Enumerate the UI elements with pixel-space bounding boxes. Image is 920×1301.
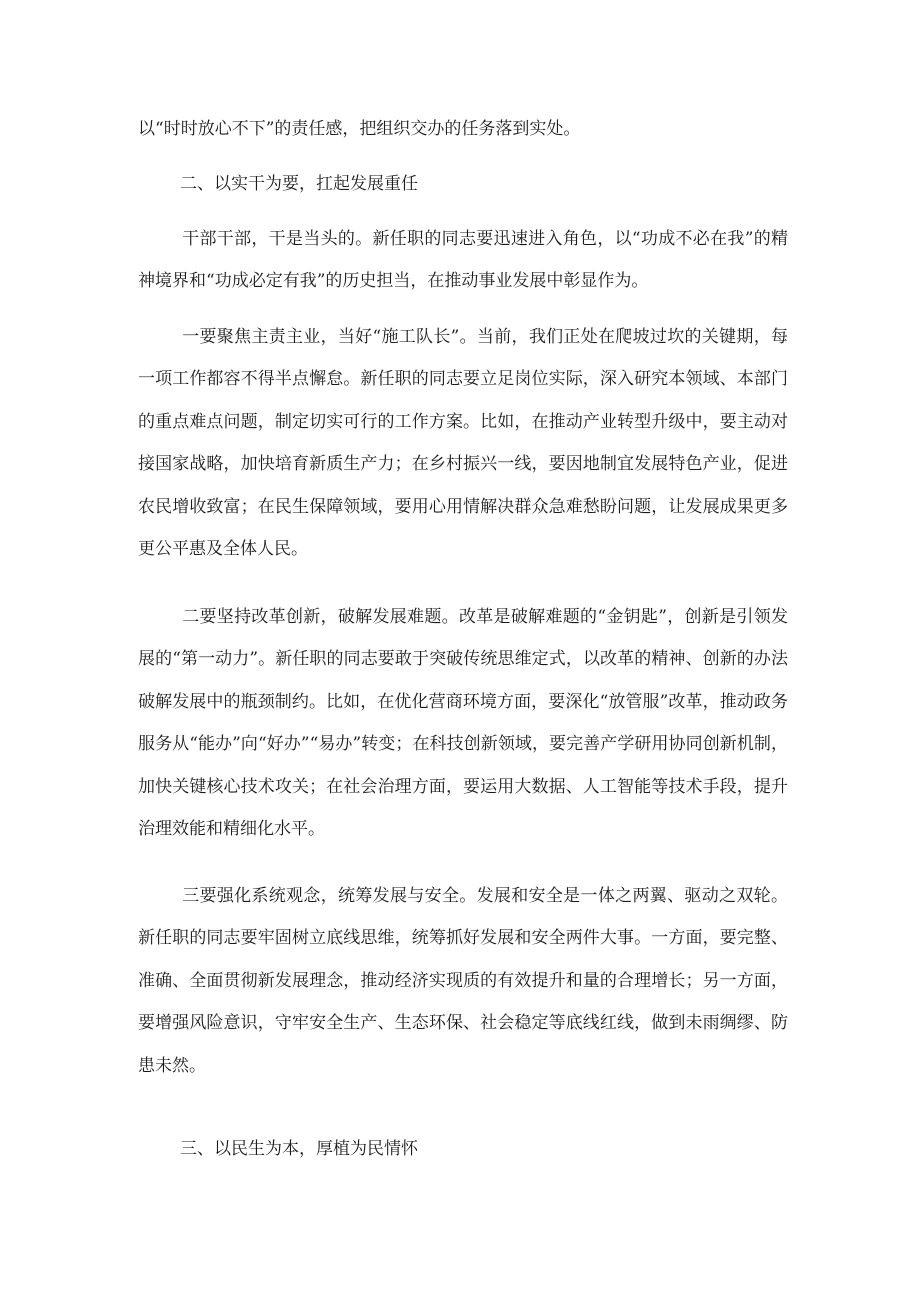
point-1-paragraph: 一要聚焦主责主业，当好“施工队长”。当前，我们正处在爬坡过坎的关键期，每一项工作都容不得半点懈怠。新任职的同志要立足岗位实际，深入研究本领域、本部门的重点难点问题，制定切实可行的工作方案。比如，在推动产业转型升级中，要主动对接国家战略，加快培育新质生产力；在乡村振兴一线，要因地制宜发展特色产业，促进农民增收致富；在民生保障领域，要用心用情解决群众急难愁盼问题，让发展成果更多更公平惠及全体人民。 <box>138 327 788 560</box>
section-heading-2: 二、以实干为要，扛起发展重任 <box>180 174 418 194</box>
paragraph-continuation: 以“时时放心不下”的责任感，把组织交办的任务落到实处。 <box>138 119 581 139</box>
point-3-paragraph: 三要强化系统观念，统筹发展与安全。发展和安全是一体之两翼、驱动之双轮。新任职的同志要牢固树立底线思维，统筹抓好发展和安全两件大事。一方面，要完整、准确、全面贯彻新发展理念，推动经济实现质的有效提升和量的合理增长；另一方面，要增强风险意识，守牢安全生产、生态环保、社会稳定等底线红线，做到未雨绸缪、防患未然。 <box>138 886 788 1076</box>
point-2-paragraph: 二要坚持改革创新，破解发展难题。改革是破解难题的“金钥匙”，创新是引领发展的“第一动力”。新任职的同志要敢于突破传统思维定式，以改革的精神、创新的办法破解发展中的瓶颈制约。比如，在优化营商环境方面，要深化“放管服”改革，推动政务服务从“能办”向“好办”“易办”转变；在科技创新领域，要完善产学研用协同创新机制，加快关键核心技术攻关；在社会治理方面，要运用大数据、人工智能等技术手段，提升治理效能和精细化水平。 <box>138 607 788 840</box>
section-heading-3: 三、以民生为本，厚植为民情怀 <box>180 1139 418 1159</box>
section-2-intro-paragraph: 干部干部，干是当头的。新任职的同志要迅速进入角色，以“功成不必在我”的精神境界和“功成必定有我”的历史担当，在推动事业发展中彰显作为。 <box>138 229 788 292</box>
